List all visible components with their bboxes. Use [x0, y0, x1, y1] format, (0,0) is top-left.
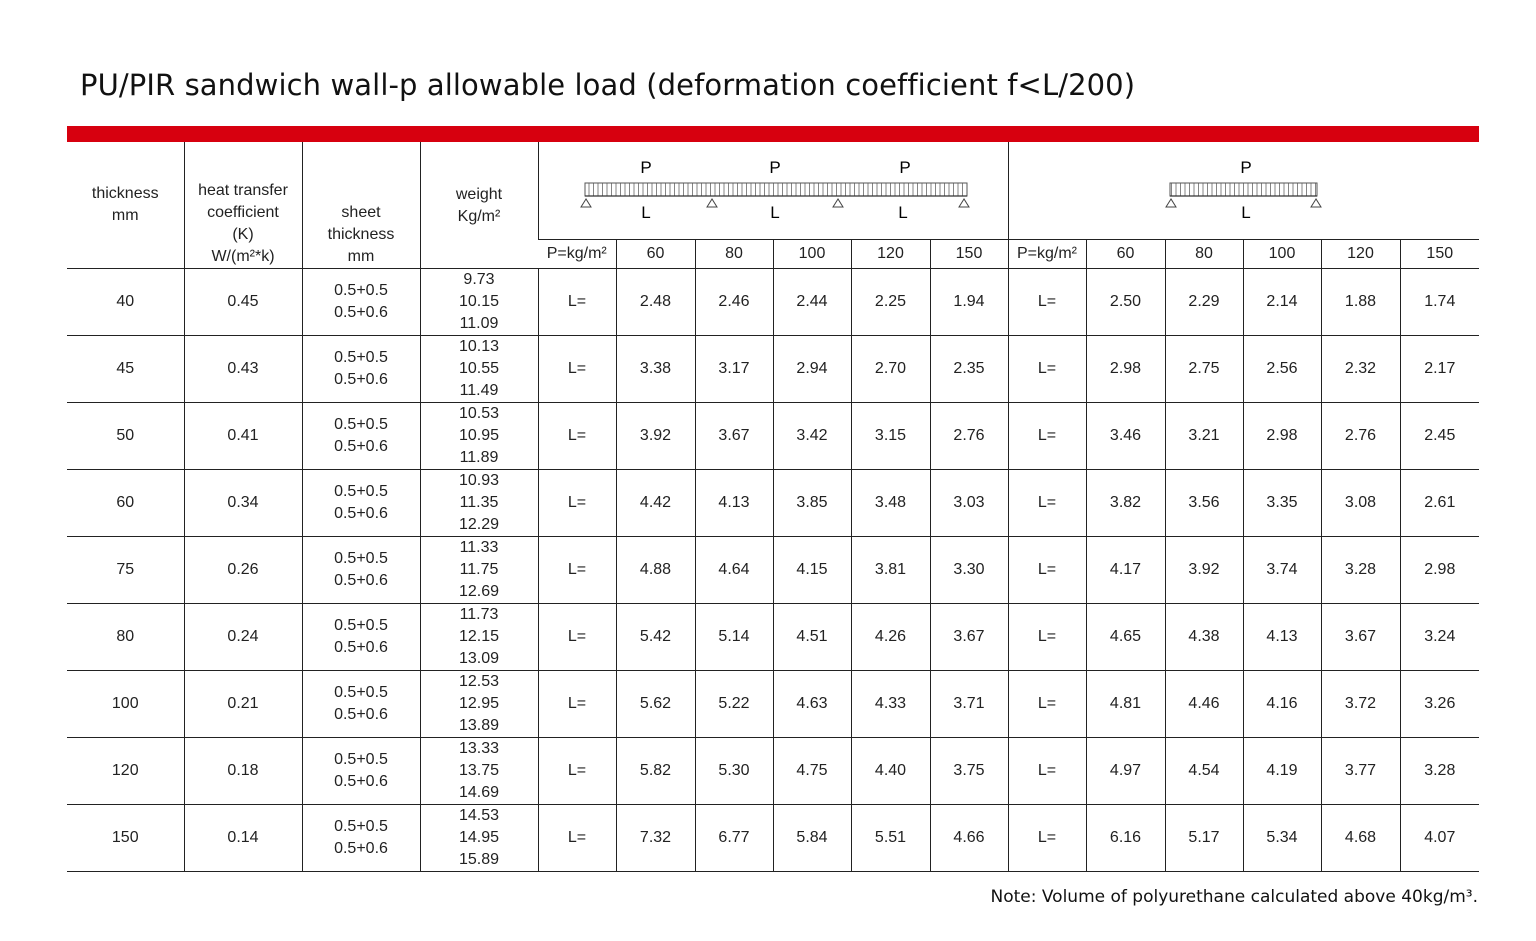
single-span-value: 1.74	[1400, 269, 1479, 336]
thickness-cell: 60	[67, 470, 184, 537]
weight-value: 13.09	[458, 650, 500, 667]
span-label-multi: L=	[538, 805, 616, 872]
heat-transfer-cell: 0.43	[184, 336, 302, 403]
single-span-value: 4.16	[1243, 671, 1321, 738]
multi-span-value: 2.44	[773, 269, 851, 336]
multi-span-value: 3.48	[851, 470, 930, 537]
single-span-value: 3.24	[1400, 604, 1479, 671]
sheet-thickness-cell	[302, 604, 420, 671]
weight-value: 12.29	[458, 516, 500, 533]
multi-span-value: 4.40	[851, 738, 930, 805]
single-span-value: 2.17	[1400, 336, 1479, 403]
load-header-multi-120: 120	[851, 240, 930, 269]
weight-value: 9.73	[463, 271, 495, 288]
weight-value: 10.15	[458, 293, 500, 310]
sheet-thickness-value: 0.5+0.5	[334, 751, 388, 768]
weight-value: 12.53	[458, 673, 500, 690]
span-label-multi: L=	[538, 470, 616, 537]
span-label-multi: L=	[538, 604, 616, 671]
load-header-single-150: 150	[1400, 240, 1479, 269]
table-row	[67, 269, 1479, 336]
single-span-value: 2.56	[1243, 336, 1321, 403]
heat-transfer-cell: 0.45	[184, 269, 302, 336]
single-span-value: 4.97	[1086, 738, 1165, 805]
multi-span-value: 2.35	[930, 336, 1008, 403]
single-span-value: 4.81	[1086, 671, 1165, 738]
weight-cell	[420, 604, 538, 671]
header-sheet-unit: mm	[347, 248, 375, 265]
multi-span-value: 3.85	[773, 470, 851, 537]
table-row	[67, 470, 1479, 537]
sheet-thickness-cell	[302, 470, 420, 537]
multi-span-value: 7.32	[616, 805, 695, 872]
weight-value: 14.95	[458, 829, 500, 846]
load-label-p1: P	[639, 157, 652, 177]
single-span-value: 4.54	[1165, 738, 1243, 805]
sheet-thickness-value: 0.5+0.5	[334, 349, 388, 366]
heat-transfer-cell: 0.21	[184, 671, 302, 738]
single-span-value: 4.13	[1243, 604, 1321, 671]
single-span-value: 4.65	[1086, 604, 1165, 671]
weight-value: 14.53	[458, 807, 500, 824]
header-sheet-line1: sheet	[341, 204, 381, 221]
table-row	[67, 537, 1479, 604]
weight-value: 11.09	[459, 315, 499, 332]
weight-value: 13.33	[458, 740, 500, 757]
span-label-multi: L=	[538, 738, 616, 805]
weight-cell	[420, 537, 538, 604]
heat-transfer-cell: 0.18	[184, 738, 302, 805]
multi-span-value: 4.63	[773, 671, 851, 738]
multi-span-value: 3.17	[695, 336, 773, 403]
multi-span-value: 2.76	[930, 403, 1008, 470]
weight-value: 11.35	[459, 494, 499, 511]
single-span-value: 2.98	[1243, 403, 1321, 470]
sheet-thickness-value: 0.5+0.5	[334, 617, 388, 634]
page-title: PU/PIR sandwich wall-p allowable load (deformation coefficient f<L/200)	[80, 68, 1136, 102]
multi-span-value: 5.22	[695, 671, 773, 738]
p-label-multi: P=kg/m²	[538, 240, 616, 269]
weight-cell	[420, 738, 538, 805]
title-accent-bar	[67, 126, 1479, 142]
thickness-cell: 45	[67, 336, 184, 403]
multi-span-value: 5.62	[616, 671, 695, 738]
header-heat-transfer	[184, 142, 302, 269]
single-span-value: 3.56	[1165, 470, 1243, 537]
thickness-cell: 150	[67, 805, 184, 872]
weight-value: 13.75	[458, 762, 500, 779]
thickness-cell: 100	[67, 671, 184, 738]
table-row	[67, 805, 1479, 872]
multi-span-value: 4.33	[851, 671, 930, 738]
span-label-multi: L=	[538, 671, 616, 738]
span-label-single: L=	[1008, 738, 1086, 805]
multi-span-value: 5.51	[851, 805, 930, 872]
sheet-thickness-value: 0.5+0.6	[334, 572, 388, 589]
multi-span-value: 3.75	[930, 738, 1008, 805]
span-label-multi: L=	[538, 537, 616, 604]
weight-cell	[420, 269, 538, 336]
single-span-value: 6.16	[1086, 805, 1165, 872]
multi-span-value: 5.42	[616, 604, 695, 671]
heat-transfer-cell: 0.14	[184, 805, 302, 872]
header-thickness-unit: mm	[111, 207, 139, 224]
multi-span-value: 2.70	[851, 336, 930, 403]
multi-span-diagram-cell	[538, 142, 1008, 240]
load-header-single-100: 100	[1243, 240, 1321, 269]
weight-value: 10.93	[458, 472, 500, 489]
weight-value: 11.89	[459, 449, 499, 466]
multi-span-value: 3.92	[616, 403, 695, 470]
multi-span-value: 3.30	[930, 537, 1008, 604]
single-span-value: 3.82	[1086, 470, 1165, 537]
single-span-value: 3.08	[1321, 470, 1400, 537]
sheet-thickness-value: 0.5+0.5	[334, 416, 388, 433]
weight-value: 10.95	[458, 427, 500, 444]
thickness-cell: 40	[67, 269, 184, 336]
multi-span-value: 4.26	[851, 604, 930, 671]
single-span-value: 2.29	[1165, 269, 1243, 336]
sheet-thickness-cell	[302, 805, 420, 872]
weight-value: 11.73	[459, 606, 499, 623]
span-label-single: L=	[1008, 604, 1086, 671]
thickness-cell: 50	[67, 403, 184, 470]
sheet-thickness-value: 0.5+0.6	[334, 438, 388, 455]
weight-value: 10.53	[458, 405, 500, 422]
multi-span-value: 3.38	[616, 336, 695, 403]
heat-transfer-cell: 0.34	[184, 470, 302, 537]
weight-value: 12.15	[458, 628, 500, 645]
weight-cell	[420, 336, 538, 403]
multi-span-value: 2.94	[773, 336, 851, 403]
sheet-thickness-value: 0.5+0.5	[334, 282, 388, 299]
single-span-value: 3.67	[1321, 604, 1400, 671]
multi-span-value: 4.64	[695, 537, 773, 604]
multi-span-value: 3.67	[695, 403, 773, 470]
sheet-thickness-value: 0.5+0.5	[334, 684, 388, 701]
multi-span-value: 4.66	[930, 805, 1008, 872]
single-span-value: 2.50	[1086, 269, 1165, 336]
sheet-thickness-value: 0.5+0.5	[334, 483, 388, 500]
single-span-value: 4.46	[1165, 671, 1243, 738]
single-span-value: 2.98	[1400, 537, 1479, 604]
multi-span-value: 4.42	[616, 470, 695, 537]
table-row	[67, 403, 1479, 470]
multi-span-value: 4.75	[773, 738, 851, 805]
multi-span-value: 3.81	[851, 537, 930, 604]
thickness-cell: 80	[67, 604, 184, 671]
weight-value: 10.13	[458, 338, 500, 355]
thickness-cell: 120	[67, 738, 184, 805]
header-weight	[420, 142, 538, 269]
sheet-thickness-value: 0.5+0.6	[334, 304, 388, 321]
multi-span-value: 4.51	[773, 604, 851, 671]
multi-span-value: 2.46	[695, 269, 773, 336]
load-header-multi-100: 100	[773, 240, 851, 269]
single-span-value: 3.77	[1321, 738, 1400, 805]
weight-value: 15.89	[458, 851, 500, 868]
weight-value: 11.49	[459, 382, 499, 399]
sheet-thickness-value: 0.5+0.6	[334, 840, 388, 857]
single-span-value: 2.14	[1243, 269, 1321, 336]
single-span-value: 5.34	[1243, 805, 1321, 872]
weight-value: 12.95	[458, 695, 500, 712]
single-span-value: 3.28	[1400, 738, 1479, 805]
header-heat-line1: heat transfer	[198, 182, 288, 199]
span-label-single: L=	[1008, 336, 1086, 403]
table-row	[67, 738, 1479, 805]
table-row	[67, 604, 1479, 671]
multi-span-value: 2.48	[616, 269, 695, 336]
single-span-value: 3.72	[1321, 671, 1400, 738]
header-thickness-line1: thickness	[91, 185, 159, 202]
table-row	[67, 671, 1479, 738]
single-span-value: 3.74	[1243, 537, 1321, 604]
weight-cell	[420, 805, 538, 872]
weight-cell	[420, 671, 538, 738]
sheet-thickness-value: 0.5+0.6	[334, 773, 388, 790]
sheet-thickness-value: 0.5+0.6	[334, 706, 388, 723]
header-heat-unit: W/(m²*k)	[211, 248, 275, 265]
weight-value: 11.75	[459, 561, 499, 578]
span-label-multi: L=	[538, 269, 616, 336]
multi-span-value: 2.25	[851, 269, 930, 336]
load-table	[67, 142, 1479, 872]
load-header-multi-80: 80	[695, 240, 773, 269]
load-header-single-60: 60	[1086, 240, 1165, 269]
span-label-single: L=	[1008, 671, 1086, 738]
span-label-single: L=	[1008, 269, 1086, 336]
single-span-value: 4.07	[1400, 805, 1479, 872]
span-label-multi: L=	[538, 403, 616, 470]
sheet-thickness-value: 0.5+0.5	[334, 550, 388, 567]
single-span-value: 4.38	[1165, 604, 1243, 671]
sheet-thickness-value: 0.5+0.6	[334, 639, 388, 656]
multi-span-value: 4.13	[695, 470, 773, 537]
single-span-beam-diagram	[1009, 149, 1479, 233]
weight-cell	[420, 470, 538, 537]
single-span-value: 4.68	[1321, 805, 1400, 872]
multi-span-value: 3.03	[930, 470, 1008, 537]
header-weight-line1: weight	[455, 186, 503, 203]
header-sheet-line2: thickness	[327, 226, 395, 243]
multi-span-value: 5.82	[616, 738, 695, 805]
heat-transfer-cell: 0.24	[184, 604, 302, 671]
weight-value: 10.55	[458, 360, 500, 377]
header-weight-unit: Kg/m²	[457, 208, 501, 225]
sheet-thickness-cell	[302, 671, 420, 738]
multi-span-value: 1.94	[930, 269, 1008, 336]
span-label-l1: L	[640, 202, 651, 222]
table-row	[67, 336, 1479, 403]
span-label-single: L=	[1008, 805, 1086, 872]
heat-transfer-cell: 0.26	[184, 537, 302, 604]
single-span-value: 3.92	[1165, 537, 1243, 604]
single-span-value: 2.32	[1321, 336, 1400, 403]
single-span-value: 3.26	[1400, 671, 1479, 738]
span-label-single: L=	[1008, 403, 1086, 470]
header-heat-line2: coefficient	[207, 204, 279, 221]
single-span-value: 2.45	[1400, 403, 1479, 470]
weight-value: 11.33	[459, 539, 499, 556]
multi-span-value: 5.84	[773, 805, 851, 872]
span-label-l3: L	[897, 202, 908, 222]
single-span-value: 2.76	[1321, 403, 1400, 470]
single-span-value: 3.28	[1321, 537, 1400, 604]
multi-span-value: 3.42	[773, 403, 851, 470]
load-header-multi-60: 60	[616, 240, 695, 269]
multi-span-value: 3.67	[930, 604, 1008, 671]
load-label-p-single: P	[1240, 157, 1252, 177]
span-label-single: L=	[1008, 470, 1086, 537]
multi-span-value: 4.15	[773, 537, 851, 604]
sheet-thickness-value: 0.5+0.6	[334, 371, 388, 388]
load-header-single-120: 120	[1321, 240, 1400, 269]
single-span-value: 3.46	[1086, 403, 1165, 470]
multi-span-value: 3.71	[930, 671, 1008, 738]
multi-span-value: 4.88	[616, 537, 695, 604]
load-header-single-80: 80	[1165, 240, 1243, 269]
sheet-thickness-cell	[302, 269, 420, 336]
multi-span-value: 3.15	[851, 403, 930, 470]
p-label-single: P=kg/m²	[1008, 240, 1086, 269]
weight-cell	[420, 403, 538, 470]
sheet-thickness-cell	[302, 738, 420, 805]
sheet-thickness-cell	[302, 403, 420, 470]
load-label-p3: P	[898, 157, 911, 177]
load-header-multi-150: 150	[930, 240, 1008, 269]
distributed-load-hatch-single	[1170, 183, 1317, 196]
single-span-value: 2.75	[1165, 336, 1243, 403]
single-span-value: 5.17	[1165, 805, 1243, 872]
single-span-value: 1.88	[1321, 269, 1400, 336]
heat-transfer-cell: 0.41	[184, 403, 302, 470]
multi-span-beam-diagram	[539, 149, 1009, 233]
multi-span-value: 5.14	[695, 604, 773, 671]
span-label-multi: L=	[538, 336, 616, 403]
weight-value: 13.89	[458, 717, 500, 734]
single-span-value: 4.19	[1243, 738, 1321, 805]
span-label-single: L=	[1008, 537, 1086, 604]
load-label-p2: P	[768, 157, 781, 177]
header-thickness	[67, 142, 184, 269]
span-label-l-single: L	[1241, 202, 1251, 222]
header-sheet-thickness	[302, 142, 420, 269]
sheet-thickness-value: 0.5+0.6	[334, 505, 388, 522]
footnote: Note: Volume of polyurethane calculated above 40kg/m³.	[990, 887, 1478, 907]
single-span-value: 2.98	[1086, 336, 1165, 403]
single-span-value: 4.17	[1086, 537, 1165, 604]
span-label-l2: L	[769, 202, 780, 222]
single-span-value: 2.61	[1400, 470, 1479, 537]
single-span-diagram-cell	[1008, 142, 1479, 240]
distributed-load-hatch	[585, 183, 967, 196]
sheet-thickness-cell	[302, 537, 420, 604]
header-heat-line3: (K)	[232, 226, 254, 243]
single-span-value: 3.21	[1165, 403, 1243, 470]
sheet-thickness-value: 0.5+0.5	[334, 818, 388, 835]
weight-value: 14.69	[458, 784, 500, 801]
multi-span-value: 6.77	[695, 805, 773, 872]
sheet-thickness-cell	[302, 336, 420, 403]
single-span-value: 3.35	[1243, 470, 1321, 537]
weight-value: 12.69	[458, 583, 500, 600]
thickness-cell: 75	[67, 537, 184, 604]
multi-span-value: 5.30	[695, 738, 773, 805]
